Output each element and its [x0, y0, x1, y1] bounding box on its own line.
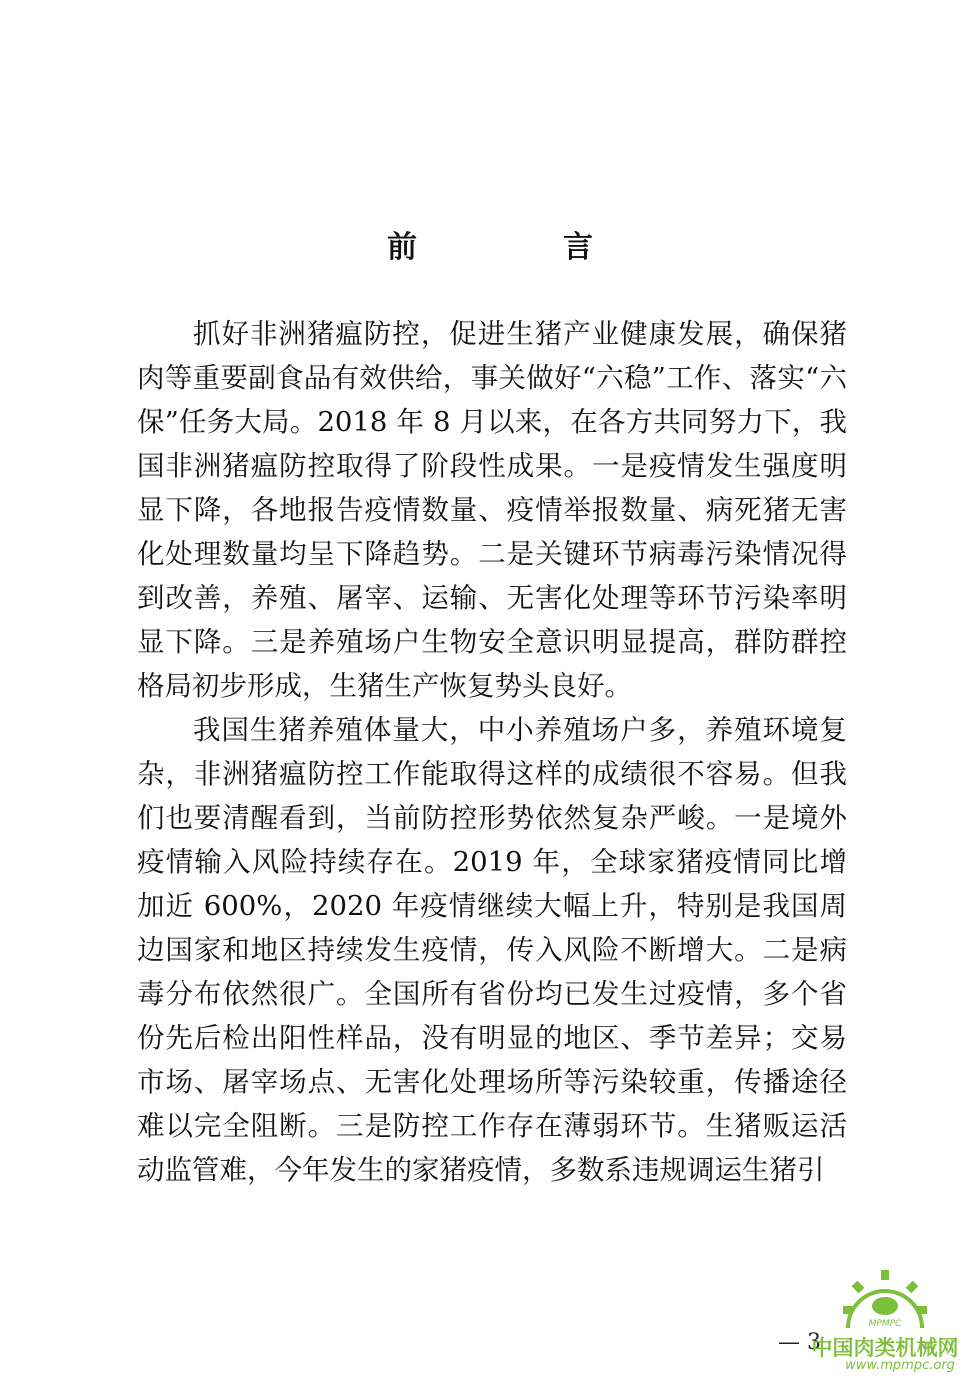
logo-text: MPMPC [868, 1319, 902, 1329]
page-number: — 3 [778, 1330, 821, 1355]
body-text [137, 312, 847, 1192]
watermark-site-name: 中国肉类机械网 [811, 1336, 959, 1360]
page-title: 前 言 [387, 230, 651, 265]
gear-logo-icon [840, 1268, 930, 1332]
watermark-url: www.mpmpc.org [845, 1358, 955, 1373]
paragraph-1: 抓好非洲猪瘟防控，促进生猪产业健康发展，确保猪肉等重要副食品有效供给，事关做好“六稳”工作、落实“六保”任务大局。2018 年 8 月以来，在各方共同努力下，我国非洲猪瘟防控取得了阶段性成果。一是疫情发生强度明显下降，各地报告疫情数量、疫情举报数量、病死猪无害化处理数量均呈下降趋势。二是关键环节病毒污染情况得到改善，养殖、屠宰、运输、无害化处理等环节污染率明显下降。三是养殖场户生物安全意识明显提高，群防群控格局初步形成，生猪生产恢复势头良好。 [137, 318, 847, 702]
watermark [800, 1268, 970, 1378]
paragraph-2: 我国生猪养殖体量大，中小养殖场户多，养殖环境复杂，非洲猪瘟防控工作能取得这样的成绩很不容易。但我们也要清醒看到，当前防控形势依然复杂严峻。一是境外疫情输入风险持续存在。2019 年，全球家猪疫情同比增加近 600%，2020 年疫情继续大幅上升，特别是我国周边国家和地区持续发生疫情，传入风险不断增大。二是病毒分布依然很广。全国所有省份均已发生过疫情，多个省份先后检出阳性样品，没有明显的地区、季节差异；交易市场、屠宰场点、无害化处理场所等污染较重，传播途径难以完全阻断。三是防控工作存在薄弱环节。生猪贩运活动监管难，今年发生的家猪疫情，多数系违规调运生猪引 [137, 714, 847, 1186]
